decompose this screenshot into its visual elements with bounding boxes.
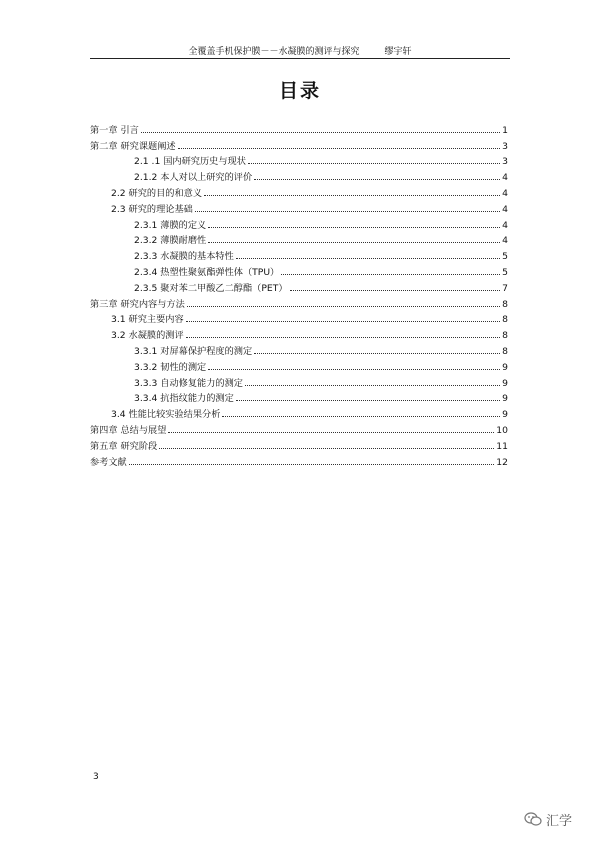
header-author: 缪宇轩	[384, 47, 412, 57]
toc-entry-page: 4	[502, 219, 508, 231]
toc-entry-label: 第四章 总结与展望	[90, 424, 167, 436]
toc-leader-dots	[159, 447, 494, 449]
watermark-text: 汇学	[545, 814, 572, 829]
toc-leader-dots	[195, 210, 500, 212]
toc-entry-label: 参考文献	[90, 456, 127, 468]
toc-entry-page: 3	[502, 140, 508, 152]
toc-leader-dots	[290, 289, 501, 291]
toc-entry-page: 11	[496, 440, 508, 452]
toc-entry[interactable]	[90, 246, 508, 262]
toc-entry[interactable]	[90, 278, 508, 294]
toc-leader-dots	[204, 194, 500, 196]
toc-entry[interactable]	[90, 325, 508, 341]
toc-entry-label: 2.3.5 聚对苯二甲酸乙二醇酯（PET）	[134, 282, 288, 294]
toc-leader-dots	[222, 415, 500, 417]
toc-entry-page: 10	[496, 424, 508, 436]
toc-entry[interactable]	[90, 373, 508, 389]
toc-leader-dots	[245, 384, 500, 386]
toc-entry[interactable]	[90, 167, 508, 183]
toc-entry[interactable]	[90, 310, 508, 326]
toc-entry[interactable]	[90, 262, 508, 278]
toc-entry[interactable]	[90, 120, 508, 136]
toc-entry-page: 4	[502, 203, 508, 215]
toc-entry-label: 3.3.1 对屏幕保护程度的测定	[134, 345, 253, 357]
toc-entry[interactable]	[90, 294, 508, 310]
toc-leader-dots	[254, 352, 500, 354]
toc-entry[interactable]	[90, 404, 508, 420]
toc-leader-dots	[187, 305, 500, 307]
toc-entry[interactable]	[90, 357, 508, 373]
toc-leader-dots	[186, 320, 500, 322]
toc-leader-dots	[186, 336, 500, 338]
wechat-icon	[524, 812, 542, 827]
toc-entry-page: 9	[502, 393, 508, 405]
toc-title: 目录	[278, 80, 321, 102]
toc-entry-page: 8	[502, 298, 508, 310]
toc-entry-label: 3.3.4 抗指纹能力的测定	[134, 393, 234, 405]
toc-entry-label: 2.3 研究的理论基础	[111, 203, 193, 215]
watermark	[524, 810, 572, 829]
toc-entry-page: 12	[496, 456, 508, 468]
toc-entry-page: 1	[502, 124, 508, 136]
toc-entry[interactable]	[90, 420, 508, 436]
toc-entry-label: 2.3.1 薄膜的定义	[134, 219, 207, 231]
toc-entry-label: 3.1 研究主要内容	[111, 314, 184, 326]
toc-entry-label: 2.3.2 薄膜耐磨性	[134, 235, 207, 247]
toc-entry-page: 3	[502, 156, 508, 168]
toc-entry-page: 9	[502, 361, 508, 373]
running-header	[90, 44, 510, 58]
toc-entry[interactable]	[90, 152, 508, 168]
toc-entry[interactable]	[90, 436, 508, 452]
page-number: 3	[93, 772, 99, 782]
toc-entry[interactable]	[90, 389, 508, 405]
header-rule	[90, 58, 510, 59]
toc-entry-label: 3.4 性能比较实验结果分析	[111, 409, 221, 421]
toc-entry-label: 3.3.3 自动修复能力的测定	[134, 377, 243, 389]
toc-leader-dots	[254, 178, 500, 180]
toc-entry-page: 9	[502, 377, 508, 389]
toc-entry-page: 4	[502, 235, 508, 247]
toc-entry-label: 第一章 引言	[90, 124, 139, 136]
toc-entry-label: 3.2 水凝膜的测评	[111, 330, 184, 342]
toc-entry[interactable]	[90, 215, 508, 231]
toc-entry[interactable]	[90, 199, 508, 215]
toc-entry[interactable]	[90, 341, 508, 357]
toc-entry-label: 第五章 研究阶段	[90, 440, 158, 452]
toc-leader-dots	[208, 368, 500, 370]
toc-leader-dots	[248, 162, 500, 164]
toc-leader-dots	[208, 226, 500, 228]
toc-entry-page: 8	[502, 345, 508, 357]
toc-entry-label: 第三章 研究内容与方法	[90, 298, 185, 310]
toc-entry-page: 4	[502, 172, 508, 184]
toc-entry-label: 2.1 .1 国内研究历史与现状	[134, 156, 246, 168]
toc-leader-dots	[129, 463, 495, 465]
toc-entry-page: 5	[502, 251, 508, 263]
toc-leader-dots	[208, 241, 500, 243]
toc-entry-page: 4	[502, 187, 508, 199]
toc-entry-label: 2.2 研究的目的和意义	[111, 187, 203, 199]
toc-leader-dots	[178, 147, 501, 149]
toc-entry-page: 8	[502, 330, 508, 342]
toc-leader-dots	[168, 431, 494, 433]
toc-entry[interactable]	[90, 183, 508, 199]
toc-entry-label: 2.3.3 水凝膜的基本特性	[134, 251, 234, 263]
toc-entry-label: 2.1.2 本人对以上研究的评价	[134, 172, 253, 184]
header-title: 全覆盖手机保护膜－－水凝膜的测评与探究	[188, 47, 360, 57]
toc-leader-dots	[236, 257, 500, 259]
toc-entry-page: 5	[502, 266, 508, 278]
toc-entry-page: 7	[502, 282, 508, 294]
table-of-contents	[90, 120, 508, 468]
toc-leader-dots	[141, 131, 500, 133]
toc-entry-label: 第二章 研究课题阐述	[90, 140, 176, 152]
toc-entry-label: 3.3.2 韧性的测定	[134, 361, 207, 373]
toc-entry[interactable]	[90, 136, 508, 152]
toc-entry-page: 8	[502, 314, 508, 326]
toc-entry-page: 9	[502, 409, 508, 421]
toc-entry[interactable]	[90, 452, 508, 468]
toc-entry[interactable]	[90, 231, 508, 247]
toc-leader-dots	[236, 399, 500, 401]
toc-entry-label: 2.3.4 热塑性聚氨酯弹性体（TPU）	[134, 266, 280, 278]
toc-leader-dots	[281, 273, 500, 275]
